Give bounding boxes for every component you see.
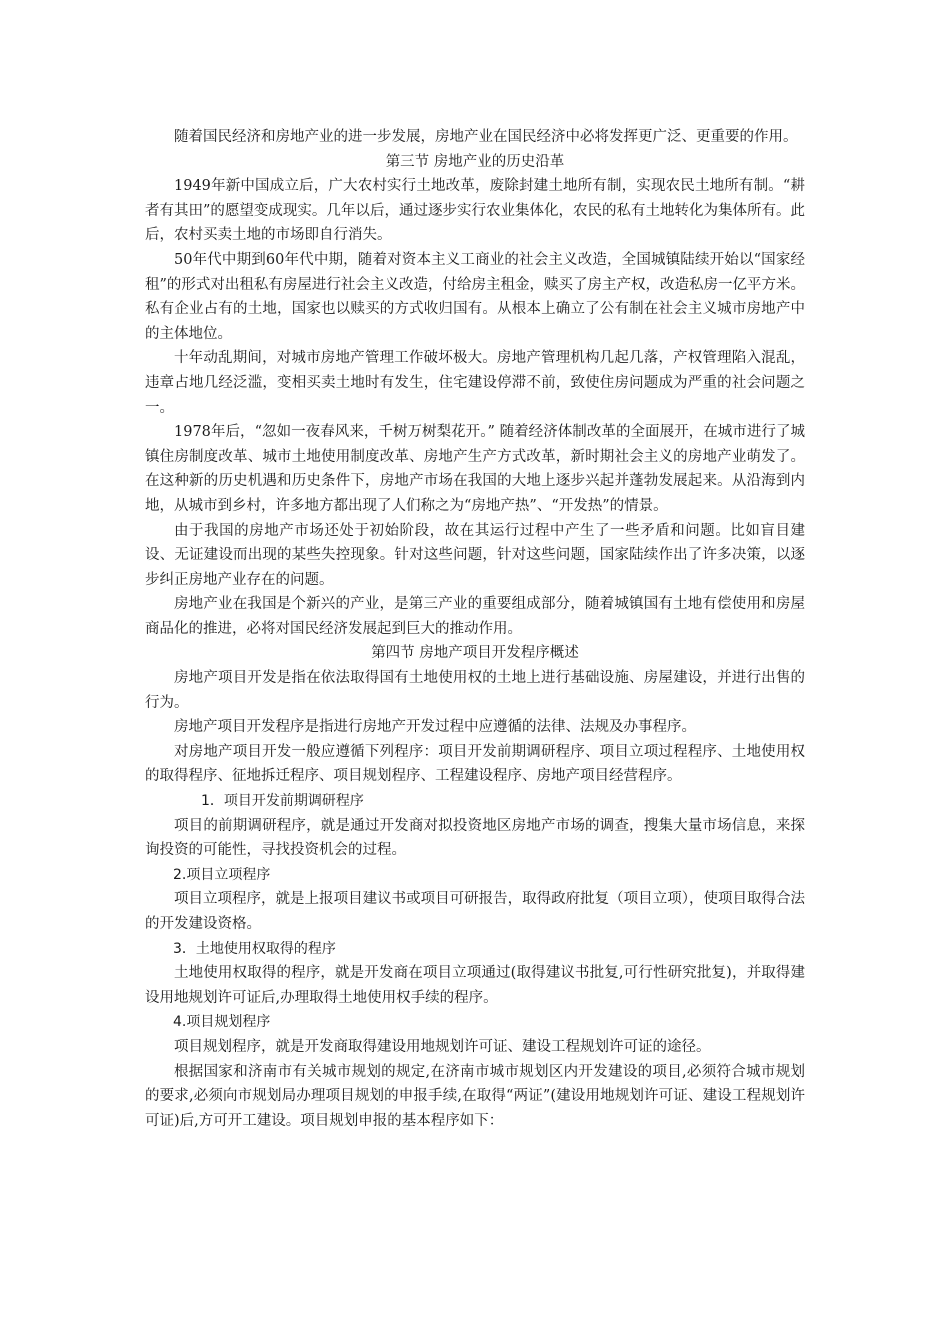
item-1-heading: 1．项目开发前期调研程序 xyxy=(201,793,364,810)
section-3-heading: 第三节 房地产业的历史沿革 xyxy=(385,153,565,170)
section-3-paragraph-1: 1949年新中国成立后，广大农村实行土地改革，废除封建土地所有制，实现农民土地所有制。“耕者有其田”的愿望变成现实。几年以后，通过逐步实行农业集体化，农民的私有土地转化为集体所有。此后，农村买卖土地的市场即自行消失。 xyxy=(145,178,805,244)
document-page xyxy=(145,125,805,1133)
section-4-paragraph-3: 对房地产项目开发一般应遵循下列程序：项目开发前期调研程序、项目立项过程程序、土地使用权的取得程序、征地拆迁程序、项目规划程序、工程建设程序、房地产项目经营程序。 xyxy=(145,743,805,785)
item-4-paragraph-2: 根据国家和济南市有关城市规划的规定,在济南市城市规划区内开发建设的项目,必须符合城市规划的要求,必须向市规划局办理项目规划的申报手续,在取得“两证”(建设用地规划许可证、建设工程规划许可证)后,方可开工建设。项目规划申报的基本程序如下： xyxy=(145,1063,805,1129)
item-3-paragraph: 土地使用权取得的程序，就是开发商在项目立项通过(取得建议书批复,可行性研究批复)，并取得建设用地规划许可证后,办理取得土地使用权手续的程序。 xyxy=(145,965,805,1006)
item-3-heading: 3．土地使用权取得的程序 xyxy=(173,940,336,957)
section-3-paragraph-2: 50年代中期到60年代中期，随着对资本主义工商业的社会主义改造，全国城镇陆续开始以“国家经租”的形式对出租私有房屋进行社会主义改造，付给房主租金，赎买了房主产权，改造私房一亿平方米。私有企业占有的土地，国家也以赎买的方式收归国有。从根本上确立了公有制在社会主义城市房地产中的主体地位。 xyxy=(145,251,805,342)
section-4-paragraph-1: 房地产项目开发是指在依法取得国有土地使用权的土地上进行基础设施、房屋建设，并进行出售的行为。 xyxy=(145,670,805,711)
intro-paragraph: 随着国民经济和房地产业的进一步发展，房地产业在国民经济中必将发挥更广泛、更重要的作用。 xyxy=(174,129,798,145)
item-4-heading: 4.项目规划程序 xyxy=(173,1014,271,1031)
item-1-paragraph: 项目的前期调研程序，就是通过开发商对拟投资地区房地产市场的调查，搜集大量市场信息，来探询投资的可能性，寻找投资机会的过程。 xyxy=(145,817,805,859)
section-4-paragraph-2: 房地产项目开发程序是指进行房地产开发过程中应遵循的法律、法规及办事程序。 xyxy=(174,719,696,736)
section-3-paragraph-3: 十年动乱期间，对城市房地产管理工作破坏极大。房地产管理机构几起几落，产权管理陷入混乱，违章占地几经泛滥，变相买卖土地时有发生，住宅建设停滞不前，致使住房问题成为严重的社会问题之一。 xyxy=(145,350,805,416)
section-3-paragraph-6: 房地产业在我国是个新兴的产业，是第三产业的重要组成部分，随着城镇国有土地有偿使用和房屋商品化的推进，必将对国民经济发展起到巨大的推动作用。 xyxy=(145,596,805,637)
item-2-heading: 2.项目立项程序 xyxy=(173,866,271,883)
section-3-paragraph-5: 由于我国的房地产市场还处于初始阶段，故在其运行过程中产生了一些矛盾和问题。比如盲目建设、无证建设而出现的某些失控现象。针对这些问题，针对这些问题，国家陆续作出了许多决策，以逐步纠正房地产业存在的问题。 xyxy=(145,522,805,588)
section-4-heading: 第四节 房地产项目开发程序概述 xyxy=(371,645,579,662)
item-2-paragraph: 项目立项程序，就是上报项目建议书或项目可研报告，取得政府批复（项目立项），使项目取得合法的开发建设资格。 xyxy=(145,891,805,932)
section-3-paragraph-4: 1978年后，“忽如一夜春风来，千树万树梨花开。” 随着经济体制改革的全面展开，在城市进行了城镇住房制度改革、城市土地使用制度改革、房地产生产方式改革，新时期社会主义的房地产业萌发了。在这种新的历史机遇和历史条件下，房地产市场在我国的大地上逐步兴起并蓬勃发展起来。从沿海到内地，从城市到乡村，许多地方都出现了人们称之为“房地产热”、“开发热”的情景。 xyxy=(145,424,805,514)
item-4-paragraph-1: 项目规划程序，就是开发商取得建设用地规划许可证、建设工程规划许可证的途径。 xyxy=(174,1038,711,1055)
